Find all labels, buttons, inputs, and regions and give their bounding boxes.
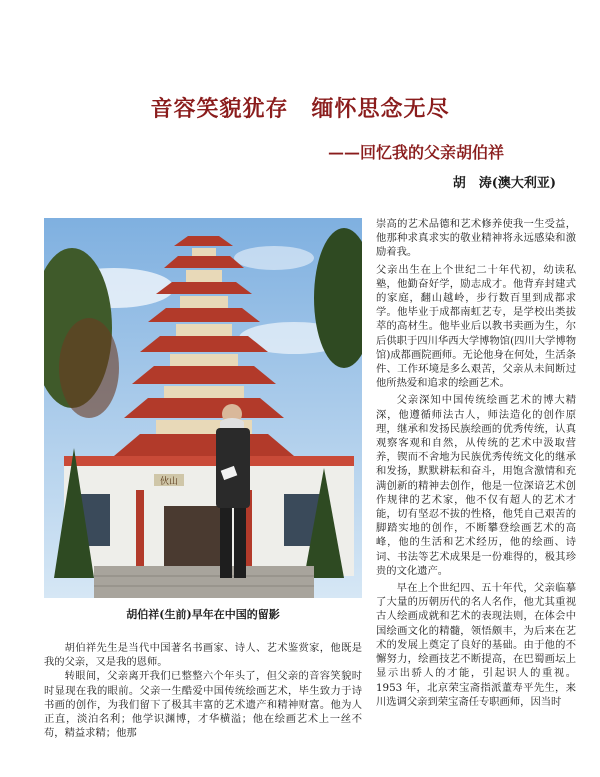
article-subtitle: ——回忆我的父亲胡伯祥 (327, 143, 504, 162)
right-paragraph-2: 父亲出生在上个世纪二十年代初，幼读私塾，他勤奋好学，励志成才。他背弃封建式的家庭，翻山越岭，步行数百里到成都求学。他毕业于成都南虹艺专，是学校出类拔萃的高材生。他毕业后以教书卖画为生，尔后供职于四川华西大学博物馆(四川大学博物馆)成都画院画师。无论他身在何处，生活条件、工作环境是多么艰苦，父亲从未间断过他所热爱和追求的绘画艺术。 (376, 263, 576, 390)
left-paragraph-1: 胡伯祥先生是当代中国著名书画家、诗人、艺术鉴赏家，他既是我的父亲，又是我的恩师。 (44, 642, 362, 669)
pagoda-photo-illustration (44, 218, 362, 598)
photo-caption: 胡伯祥(生前)早年在中国的留影 (126, 608, 280, 621)
right-text-column (376, 217, 576, 777)
pagoda-photo (44, 218, 362, 598)
right-paragraph-3: 父亲深知中国传统绘画艺术的博大精深，他遵循师法古人，师法造化的创作原理，继承和发扬民族绘画的优秀传统，认真观察客观和自然，从传统的艺术中汲取营养，锲而不舍地为民族优秀传统文化的继承和发扬，默默耕耘和奋斗，用饱含激情和充满创新的精神去创作，他是一位深谙艺术创作规律的艺术家，他不仅有超人的艺术才能，切有坚忍不拔的性格，他凭自己艰苦的脚踏实地的创作，不断攀登绘画艺术的高峰，他的生活和艺术经历，他的绘画、诗词、书法等艺术成果是一份难得的，极其珍贵的文化遗产。 (376, 394, 576, 577)
right-paragraph-4: 早在上个世纪四、五十年代，父亲临摹了大量的历朝历代的名人名作，他尤其重视古人绘画成就和艺术的表现法则，在体会中国绘画文化的精髓，领悟颇丰，为后来在艺术的发展上奠定了良好的基础。由于他的不懈努力，绘画技艺不断提高，在巴蜀画坛上显示出骄人的才能，引起识人的重视。1953 年，北京荣宝斋指派董寿平先生，来川选调父亲到荣宝斋任专职画师，因当时 (376, 582, 576, 708)
right-paragraph-1: 崇高的艺术品德和艺术修养使我一生受益，他那种求真求实的敬业精神将永远感染和激励着我。 (376, 218, 576, 259)
left-text-column (44, 641, 362, 777)
article-title: 音容笑貌犹存 缅怀思念无尽 (150, 96, 450, 122)
left-paragraph-2: 转眼间，父亲离开我们已整整六个年头了，但父亲的音容笑貌时时显现在我的眼前。父亲一生酷爱中国传统绘画艺术，毕生致力于诗书画的创作，为我们留下了极其丰富的艺术遗产和精神财富。他为人正直，淡泊名利；他学识渊博，才华横溢；他在绘画艺术上一丝不苟，精益求精；他那 (44, 670, 362, 740)
temple-signboard: 伙山 (159, 477, 179, 487)
author-byline: 胡 涛(澳大利亚) (452, 176, 556, 191)
